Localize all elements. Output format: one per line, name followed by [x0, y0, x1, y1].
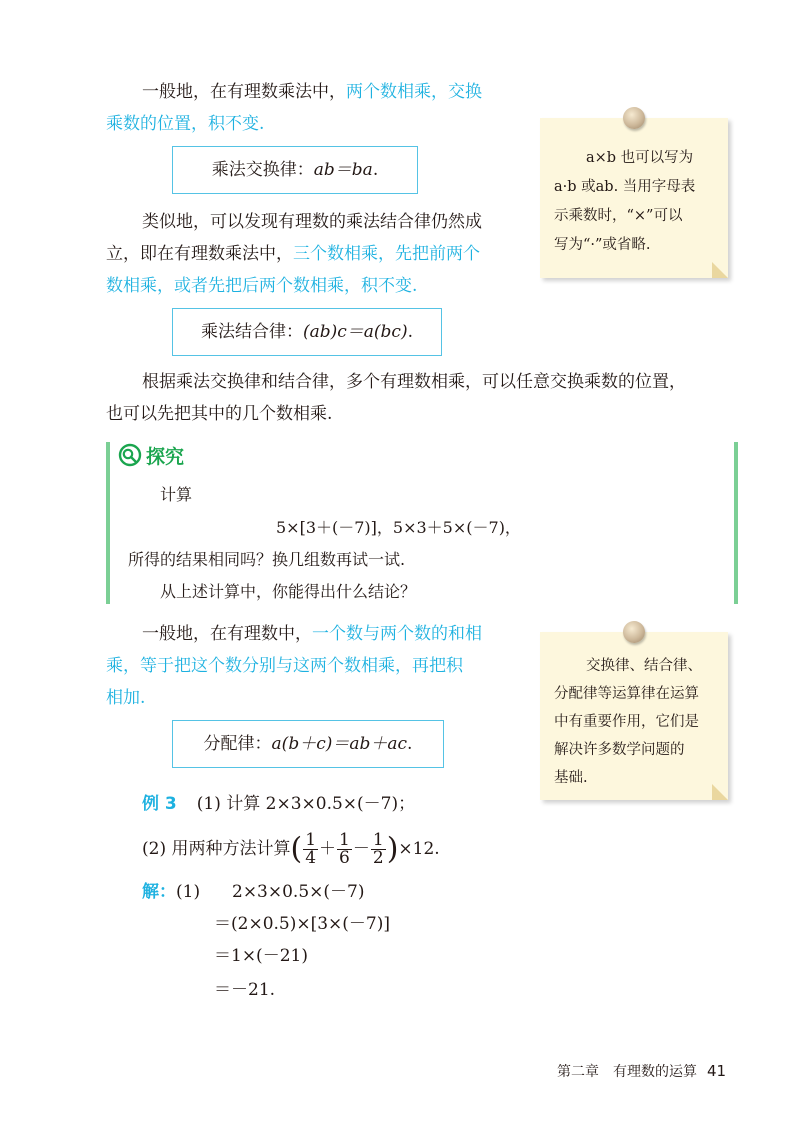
paragraph-line: 根据乘法交换律和结合律，多个有理数相乘，可以任意交换乘数的位置， — [142, 372, 686, 392]
explore-icon — [118, 443, 142, 467]
text-highlight: 乘，等于把这个数分别与这两个数相乘，再把积 — [106, 656, 463, 676]
explore-line: 所得的结果相同吗？换几组数再试一试. — [128, 550, 406, 569]
side-note-notation — [540, 118, 728, 278]
example-part2-end: ×12. — [398, 839, 440, 859]
text-highlight: 数相乘，或者先把后两个数相乘，积不变. — [106, 276, 418, 296]
rule-label: 乘法交换律： — [211, 160, 314, 180]
rule-end: . — [407, 322, 413, 342]
right-paren: ) — [386, 831, 399, 867]
rule-formula: ab＝ba — [313, 160, 373, 180]
note-line: a·b 或ab. 当用字母表 — [554, 179, 696, 195]
side-note-laws — [540, 632, 728, 800]
solution-step: 2×3×0.5×(－7) — [232, 882, 365, 902]
note-line: 分配律等运算律在运算 — [554, 686, 699, 702]
distributive-law-box — [172, 720, 444, 768]
rule-label: 分配律： — [203, 734, 272, 754]
rule-end: . — [407, 734, 413, 754]
fraction-denominator: 6 — [339, 848, 350, 868]
text-highlight: 相加. — [106, 688, 146, 708]
explore-title — [118, 443, 184, 471]
solution-part: (1) — [176, 882, 201, 902]
rule-formula: (ab)c＝a(bc) — [302, 322, 408, 342]
explore-line: 计算 — [160, 485, 193, 504]
example-line — [142, 792, 415, 816]
operator: － — [352, 839, 370, 859]
paragraph-line — [142, 622, 482, 646]
solution-line — [142, 880, 200, 904]
explore-title-text: 探究 — [146, 446, 185, 468]
pushpin-icon — [623, 621, 645, 643]
text-highlight: 两个数相乘，交换 — [346, 82, 482, 102]
commutative-law-box — [172, 146, 418, 194]
paragraph-line: 也可以先把其中的几个数相乘. — [106, 404, 333, 424]
text-plain: 一般地，在有理数中， — [142, 624, 312, 644]
text-plain: 一般地，在有理数乘法中， — [142, 82, 346, 102]
fraction-denominator: 2 — [372, 848, 384, 868]
fraction — [371, 832, 386, 867]
page-footer — [557, 1062, 726, 1081]
note-line: 基础. — [554, 770, 588, 786]
text-highlight: 一个数与两个数的和相 — [312, 624, 482, 644]
solution-label: 解： — [142, 882, 176, 902]
fraction-numerator: 1 — [305, 830, 317, 850]
text-plain: 立，即在有理数乘法中， — [106, 244, 293, 264]
fraction-numerator: 1 — [372, 830, 384, 850]
note-line: 示乘数时，“×”可以 — [554, 208, 683, 224]
solution-step: ＝(2×0.5)×[3×(－7)] — [214, 914, 391, 934]
text-highlight: 三个数相乘，先把前两个 — [293, 244, 480, 264]
rule-label: 乘法结合律： — [200, 322, 303, 342]
note-line: 解决许多数学问题的 — [554, 742, 685, 758]
paragraph-line: 类似地，可以发现有理数的乘法结合律仍然成 — [142, 212, 482, 232]
note-line: 中有重要作用，它们是 — [554, 714, 699, 730]
solution-step: ＝－21. — [214, 980, 276, 1000]
note-line: 交换律、结合律、 — [586, 658, 702, 674]
example-line — [142, 826, 440, 872]
pushpin-icon — [623, 107, 645, 129]
page-fold — [712, 784, 728, 800]
solution-step: ＝1×(－21) — [214, 946, 308, 966]
page-number: 41 — [707, 1062, 727, 1080]
example-label: 例 3 — [142, 794, 177, 814]
fraction-numerator: 1 — [339, 830, 350, 850]
example-part2-text: (2) 用两种方法计算 — [142, 839, 291, 859]
rule-end: . — [372, 160, 379, 180]
paragraph-line — [142, 80, 482, 104]
note-line: 写为“·”或省略. — [554, 237, 651, 253]
associative-law-box — [172, 308, 442, 356]
fraction-denominator: 4 — [305, 848, 317, 868]
operator: ＋ — [319, 839, 337, 859]
example-part1: (1) 计算 2×3×0.5×(－7)； — [196, 794, 416, 814]
page-fold — [712, 262, 728, 278]
explore-expression: 5×[3＋(－7)]，5×3＋5×(－7)， — [276, 518, 521, 537]
fraction — [337, 832, 352, 867]
fraction — [303, 832, 318, 867]
explore-line: 从上述计算中，你能得出什么结论？ — [160, 582, 417, 601]
paragraph-line — [106, 242, 480, 266]
rule-formula: a(b＋c)＝ab＋ac — [271, 734, 408, 754]
note-line: a×b 也可以写为 — [586, 150, 694, 166]
chapter-title: 第二章 有理数的运算 — [557, 1064, 697, 1080]
text-highlight: 乘数的位置，积不变. — [106, 114, 265, 134]
left-paren: ( — [290, 831, 303, 867]
